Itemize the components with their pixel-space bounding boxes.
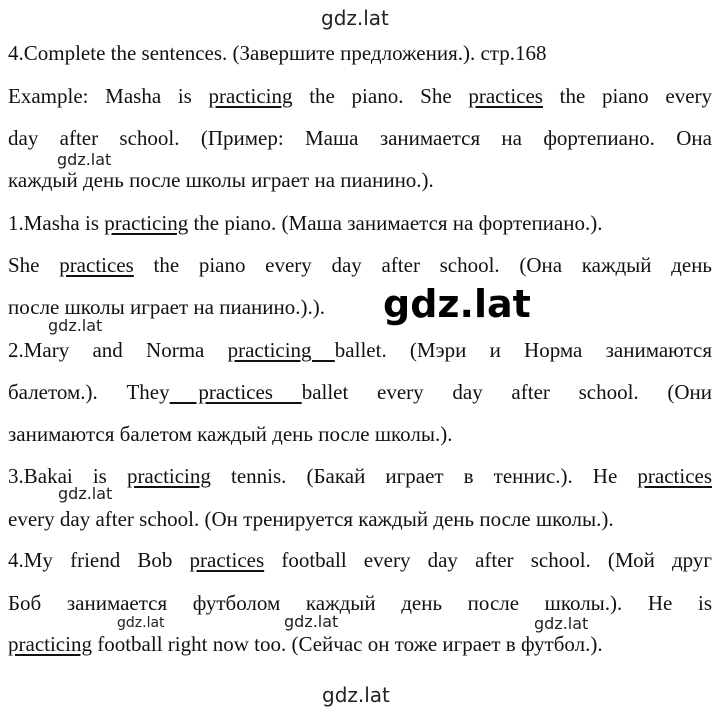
text-fragment: football right now too. (Сейчас он тоже играет в футбол.). <box>91 632 603 656</box>
watermark: gdz.lat <box>58 484 113 503</box>
watermark-bottom: gdz.lat <box>322 683 390 707</box>
answer-practices: practices <box>637 464 713 488</box>
watermark: gdz.lat <box>534 614 589 633</box>
answer-practices: practices <box>169 380 302 404</box>
text-fragment: football every day after school. (Мой друг <box>264 548 712 572</box>
sentence-4-line-2: Боб занимается футболом каждый день после школы.). He is <box>8 591 712 615</box>
answer-practicing: practicing <box>8 632 92 656</box>
text-fragment: Example: Masha is <box>8 84 209 108</box>
answer-practices: practices <box>189 548 265 572</box>
watermark-large: gdz.lat <box>383 282 531 326</box>
watermark: gdz.lat <box>117 615 165 631</box>
answer-practicing: practicing <box>227 338 335 362</box>
text-fragment: She <box>8 253 60 277</box>
sentence-4-line-1 <box>8 547 712 573</box>
watermark: gdz.lat <box>48 316 103 335</box>
sentence-4-line-3 <box>8 631 712 657</box>
sentence-2-line-1 <box>8 337 712 363</box>
answer-practices: practices <box>468 84 543 108</box>
text-fragment: the piano. She <box>292 84 469 108</box>
watermark-top: gdz.lat <box>321 6 389 30</box>
sentence-1-line-2 <box>8 252 712 278</box>
answer-practicing: practicing <box>208 84 293 108</box>
watermark: gdz.lat <box>284 612 339 631</box>
sentence-2-line-2 <box>8 379 712 405</box>
text-fragment: 1.Masha is <box>8 211 105 235</box>
text-fragment: ballet. (Мэри и Норма занимаются <box>334 338 712 362</box>
sentence-3-line-1 <box>8 463 712 489</box>
task-heading: 4.Complete the sentences. (Завершите предложения.). стр.168 <box>8 41 547 65</box>
text-fragment: the piano every day after school. (Она каждый день <box>133 253 713 277</box>
sentence-1-line-1 <box>8 210 712 236</box>
text-fragment: 2.Mary and Norma <box>8 338 228 362</box>
sentence-3-line-2: every day after school. (Он тренируется каждый день после школы.). <box>8 507 614 531</box>
sentence-2-line-3: занимаются балетом каждый день после школы.). <box>8 422 453 446</box>
answer-practicing: practicing <box>104 211 189 235</box>
text-fragment: the piano. (Маша занимается на фортепиано.). <box>188 211 603 235</box>
text-fragment: ballet every day after school. (Они <box>301 380 713 404</box>
text-fragment: 3.Bakai is <box>8 464 127 488</box>
sentence-1-line-3: после школы играет на пианино.).). <box>8 295 325 319</box>
text-fragment: the piano every <box>542 84 713 108</box>
watermark: gdz.lat <box>57 150 112 169</box>
answer-practicing: practicing <box>126 464 211 488</box>
text-fragment: 4.My friend Bob <box>8 548 190 572</box>
answer-practices: practices <box>59 253 134 277</box>
text-fragment: tennis. (Бакай играет в теннис.). He <box>210 464 638 488</box>
example-line-1 <box>8 83 712 109</box>
example-line-2: day after school. (Пример: Маша занимается на фортепиано. Она <box>8 126 712 150</box>
text-fragment: балетом.). They <box>8 380 170 404</box>
example-line-3: каждый день после школы играет на пианино.). <box>8 168 434 192</box>
